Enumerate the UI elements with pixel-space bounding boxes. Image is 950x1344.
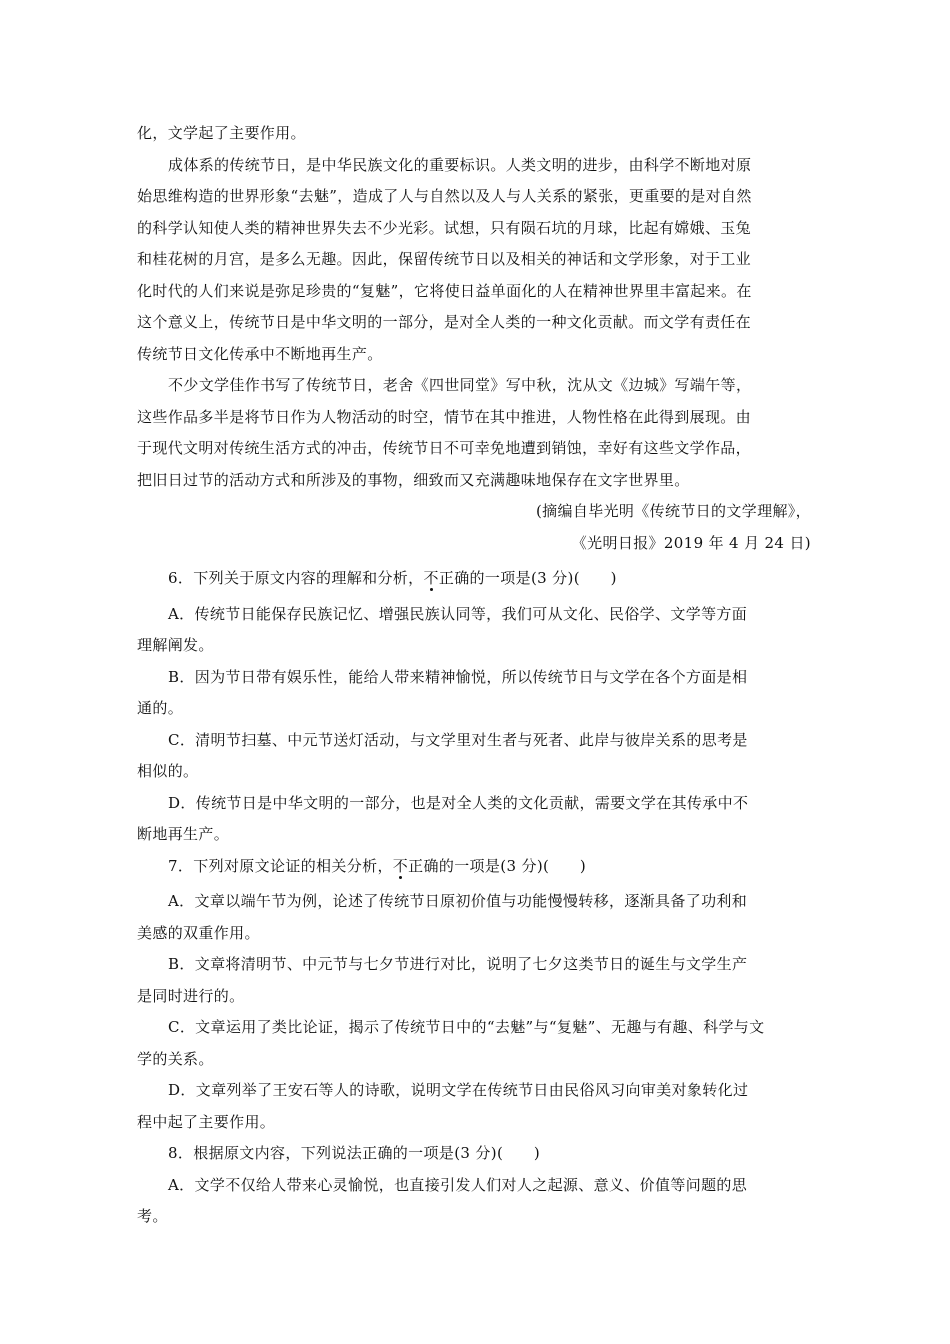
q7-option-a-cont: 美感的双重作用。 bbox=[137, 923, 260, 942]
q7-option-b: B．文章将清明节、中元节与七夕节进行对比，说明了七夕这类节日的诞生与文学生产 bbox=[168, 955, 748, 973]
passage-line: 化时代的人们来说是弥足珍贵的“复魅”，它将使日益单面化的人在精神世界里丰富起来。在 bbox=[137, 281, 752, 300]
source-citation: (摘编自毕光明《传统节日的文学理解》， bbox=[535, 502, 811, 520]
question-8-title: 8．根据原文内容，下列说法正确的一项是(3 分)( ) bbox=[168, 1144, 541, 1162]
q6-option-c: C．清明节扫墓、中元节送灯活动，与文学里对生者与死者、此岸与彼岸关系的思考是 bbox=[168, 730, 748, 749]
passage-paragraph-start: 成体系的传统节日，是中华民族文化的重要标识。人类文明的进步，由科学不断地对原 bbox=[168, 155, 752, 174]
passage-line: 这些作品多半是将节日作为人物活动的时空，情节在其中推进，人物性格在此得到展现。由 bbox=[137, 407, 752, 426]
q6-option-a-cont: 理解阐发。 bbox=[137, 636, 214, 654]
q7-option-a: A．文章以端午节为例，论述了传统节日原初价值与功能慢慢转移，逐渐具备了功利和 bbox=[168, 892, 748, 910]
q7-option-d-cont: 程中起了主要作用。 bbox=[137, 1112, 276, 1131]
q7-option-c-cont: 学的关系。 bbox=[137, 1049, 214, 1068]
passage-line: 的科学认知使人类的精神世界失去不少光彩。试想，只有陨石坑的月球，比起有嫦娥、玉兔 bbox=[137, 218, 752, 237]
document-page bbox=[137, 118, 815, 1233]
q6-option-d: D．传统节日是中华文明的一部分，也是对全人类的文化贡献，需要文学在其传承中不 bbox=[168, 793, 749, 812]
q6-option-a: A．传统节日能保存民族记忆、增强民族认同等，我们可从文化、民俗学、文学等方面 bbox=[168, 604, 748, 623]
passage-line: 把旧日过节的活动方式和所涉及的事物，细致而又充满趣味地保存在文字世界里。 bbox=[137, 470, 690, 489]
q6-option-d-cont: 断地再生产。 bbox=[137, 825, 230, 843]
passage-line: 于现代文明对传统生活方式的冲击，传统节日不可幸免地遭到销蚀，幸好有这些文学作品， bbox=[137, 439, 752, 457]
question-7-stem: 7．下列对原文论证的相关分析， bbox=[168, 856, 393, 875]
passage-paragraph-start: 不少文学佳作书写了传统节日，老舍《四世同堂》写中秋，沈从文《边城》写端午等， bbox=[168, 376, 752, 394]
question-6-title bbox=[137, 563, 815, 595]
q7-option-d: D．文章列举了王安石等人的诗歌，说明文学在传统节日由民俗风习向审美对象转化过 bbox=[168, 1081, 749, 1099]
source-citation-date: 《光明日报》2019 年 4 月 24 日) bbox=[571, 533, 811, 552]
passage-line: 始思维构造的世界形象“去魅”，造成了人与自然以及人与人关系的紧张，更重要的是对自然 bbox=[137, 187, 752, 205]
q8-option-a: A．文学不仅给人带来心灵愉悦，也直接引发人们对人之起源、意义、价值等问题的思 bbox=[168, 1175, 748, 1194]
question-7-stem-rest: 正确的一项是(3 分)( ) bbox=[408, 856, 587, 875]
passage-line: 这个意义上，传统节日是中华文明的一部分，是对全人类的一种文化贡献。而文学有责任在 bbox=[137, 313, 752, 331]
emphasis-dot-char: 不 bbox=[423, 569, 439, 587]
q8-option-a-cont: 考。 bbox=[137, 1207, 168, 1225]
question-6-stem-rest: 正确的一项是(3 分)( ) bbox=[438, 569, 617, 587]
q6-option-b: B．因为节日带有娱乐性，能给人带来精神愉悦，所以传统节日与文学在各个方面是相 bbox=[168, 667, 748, 686]
q6-option-c-cont: 相似的。 bbox=[137, 762, 199, 780]
passage-line: 化，文学起了主要作用。 bbox=[137, 124, 306, 142]
q7-option-c: C．文章运用了类比论证，揭示了传统节日中的“去魅”与“复魅”、无趣与有趣、科学与文 bbox=[168, 1018, 765, 1036]
emphasis-dot-char: 不 bbox=[392, 856, 409, 875]
question-7-title bbox=[137, 851, 815, 883]
q7-option-b-cont: 是同时进行的。 bbox=[137, 986, 245, 1005]
passage-line: 传统节日文化传承中不断地再生产。 bbox=[137, 344, 383, 363]
passage-line: 和桂花树的月宫，是多么无趣。因此，保留传统节日以及相关的神话和文学形象，对于工业 bbox=[137, 250, 752, 268]
q6-option-b-cont: 通的。 bbox=[137, 699, 184, 717]
question-6-stem: 6．下列关于原文内容的理解和分析， bbox=[168, 569, 424, 587]
